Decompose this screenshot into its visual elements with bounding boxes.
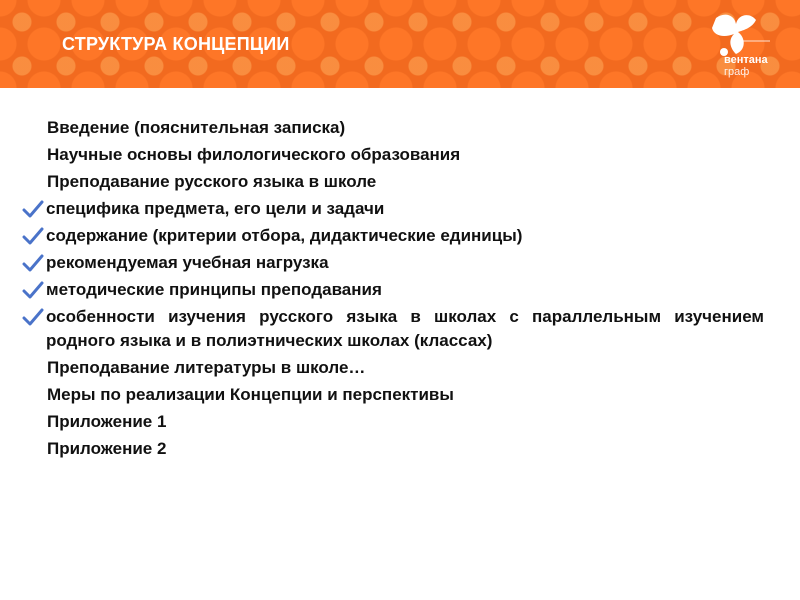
list-item-text: специфика предмета, его цели и задачи — [46, 199, 385, 218]
checkmark-icon — [22, 227, 44, 246]
checkmark-icon — [22, 200, 44, 219]
concept-structure-list — [20, 116, 764, 464]
list-item — [20, 356, 764, 380]
logo-wordmark — [724, 54, 768, 78]
list-item-text: рекомендуемая учебная нагрузка — [46, 253, 329, 272]
list-item-text: Преподавание русского языка в школе — [47, 172, 377, 191]
list-item-text: Приложение 2 — [47, 439, 167, 458]
list-item-text: Введение (пояснительная записка) — [47, 118, 346, 137]
list-item-text: Научные основы филологического образования — [47, 145, 461, 164]
list-item-text: методические принципы преподавания — [46, 280, 382, 299]
list-item — [20, 437, 764, 461]
list-item-text: особенности изучения русского языка в школах с параллельным изучением родного языка и в полиэтнических школах (классах) — [46, 307, 764, 350]
checked-list-item — [20, 305, 764, 353]
checkmark-icon — [22, 308, 44, 327]
checked-list-item — [20, 197, 764, 221]
logo-word: вентана — [724, 54, 768, 66]
slide-title: СТРУКТУРА КОНЦЕПЦИИ — [62, 34, 290, 54]
list-item — [20, 143, 764, 167]
checked-list-item — [20, 278, 764, 302]
list-item — [20, 383, 764, 407]
list-item — [20, 170, 764, 194]
list-item-text: Меры по реализации Концепции и перспективы — [47, 385, 454, 404]
list-item-text: содержание (критерии отбора, дидактические единицы) — [46, 226, 523, 245]
list-item-text: Приложение 1 — [47, 412, 167, 431]
checked-list-item — [20, 224, 764, 248]
list-item-text: Преподавание литературы в школе… — [47, 358, 366, 377]
list-item — [20, 410, 764, 434]
checkmark-icon — [22, 254, 44, 273]
checkmark-icon — [22, 281, 44, 300]
header-banner — [0, 0, 800, 88]
list-item — [20, 116, 764, 140]
logo-sub: граф — [724, 66, 750, 78]
checked-list-item — [20, 251, 764, 275]
